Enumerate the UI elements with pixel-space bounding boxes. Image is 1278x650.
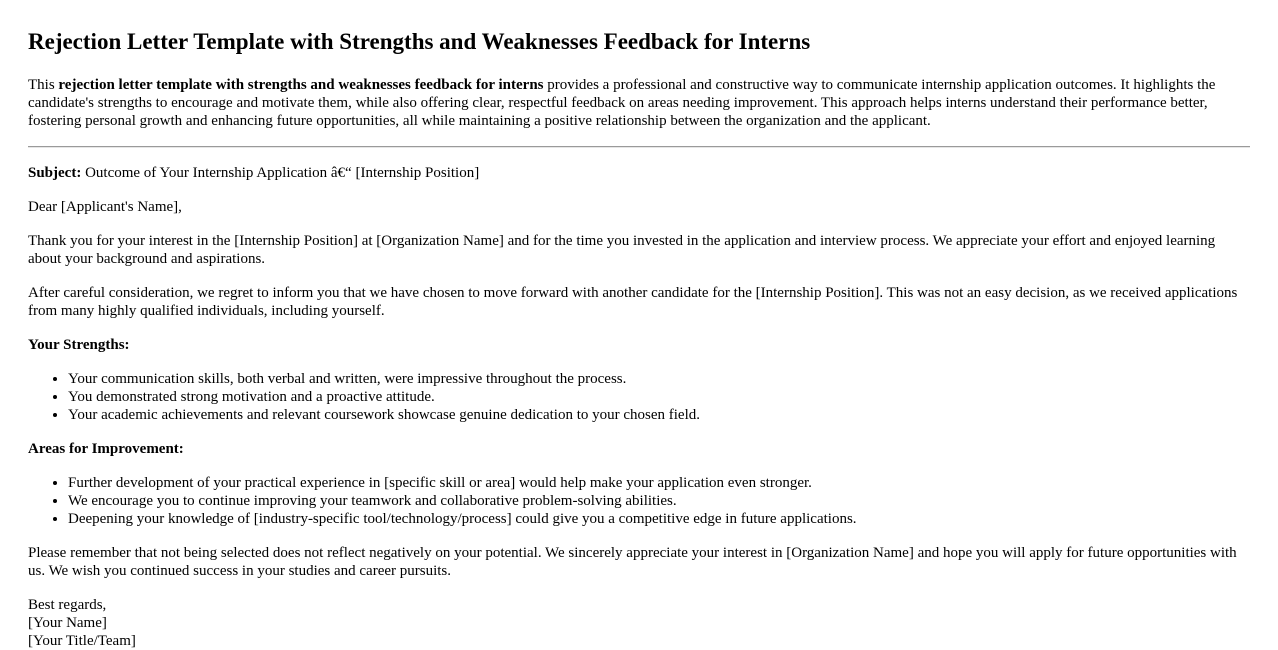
- salutation: Dear [Applicant's Name],: [28, 199, 182, 215]
- strengths-list: [28, 370, 1250, 424]
- signoff: Best regards,: [28, 597, 107, 613]
- improvement-heading: [28, 440, 1250, 458]
- strengths-heading: [28, 336, 1250, 354]
- subject-line: [28, 164, 1250, 182]
- improvement-list: [28, 474, 1250, 528]
- subject-text: Outcome of Your Internship Application â€“ [Internship Position]: [81, 165, 480, 181]
- intro-bold-phrase: rejection letter template with strengths and weaknesses feedback for interns: [58, 77, 544, 93]
- signature-name: [Your Name]: [28, 615, 107, 631]
- closing-paragraph: Please remember that not being selected does not reflect negatively on your potential. We sincerely appreciate your interest in [Organization Name] and hope you will apply for future opportunities with us. We wish you continued success in your studies and career pursuits.: [28, 545, 1237, 579]
- intro-suffix: provides a professional and constructive way to communicate internship application outcomes. It highlights the candidate's strengths to encourage and motivate them, while also offering clear, respectful feedback on areas needing improvement. This approach helps interns understand their performance better, fostering personal growth and enhancing future opportunities, all while maintaining a positive relationship between the organization and the applicant.: [28, 77, 1216, 129]
- body-paragraph-decision: After careful consideration, we regret to inform you that we have chosen to move forward with another candidate for the [Internship Position]. This was not an easy decision, as we received applications from many highly qualified individuals, including yourself.: [28, 285, 1238, 319]
- signature-title: [Your Title/Team]: [28, 633, 136, 649]
- strengths-heading-text: Your Strengths:: [28, 337, 130, 353]
- section-divider: [28, 146, 1250, 148]
- subject-label: Subject:: [28, 165, 82, 181]
- page-title: Rejection Letter Template with Strengths and Weaknesses Feedback for Interns: [28, 29, 811, 54]
- list-item: • Deepening your knowledge of [industry-specific tool/technology/process] could give you a competitive edge in future applications.: [68, 510, 1250, 528]
- intro-prefix: This: [28, 77, 59, 93]
- intro-paragraph: [28, 76, 1250, 130]
- list-item: • Further development of your practical experience in [specific skill or area] would help make your application even stronger.: [68, 474, 1250, 492]
- list-item: • Your communication skills, both verbal and written, were impressive throughout the process.: [68, 370, 1250, 388]
- list-item: • We encourage you to continue improving your teamwork and collaborative problem-solving abilities.: [68, 492, 1250, 510]
- body-paragraph-thanks: Thank you for your interest in the [Internship Position] at [Organization Name] and for the time you invested in the application and interview process. We appreciate your effort and enjoyed learning about your background and aspirations.: [28, 233, 1216, 267]
- list-item: • Your academic achievements and relevant coursework showcase genuine dedication to your chosen field.: [68, 406, 1250, 424]
- list-item: • You demonstrated strong motivation and a proactive attitude.: [68, 388, 1250, 406]
- improvement-heading-text: Areas for Improvement:: [28, 441, 184, 457]
